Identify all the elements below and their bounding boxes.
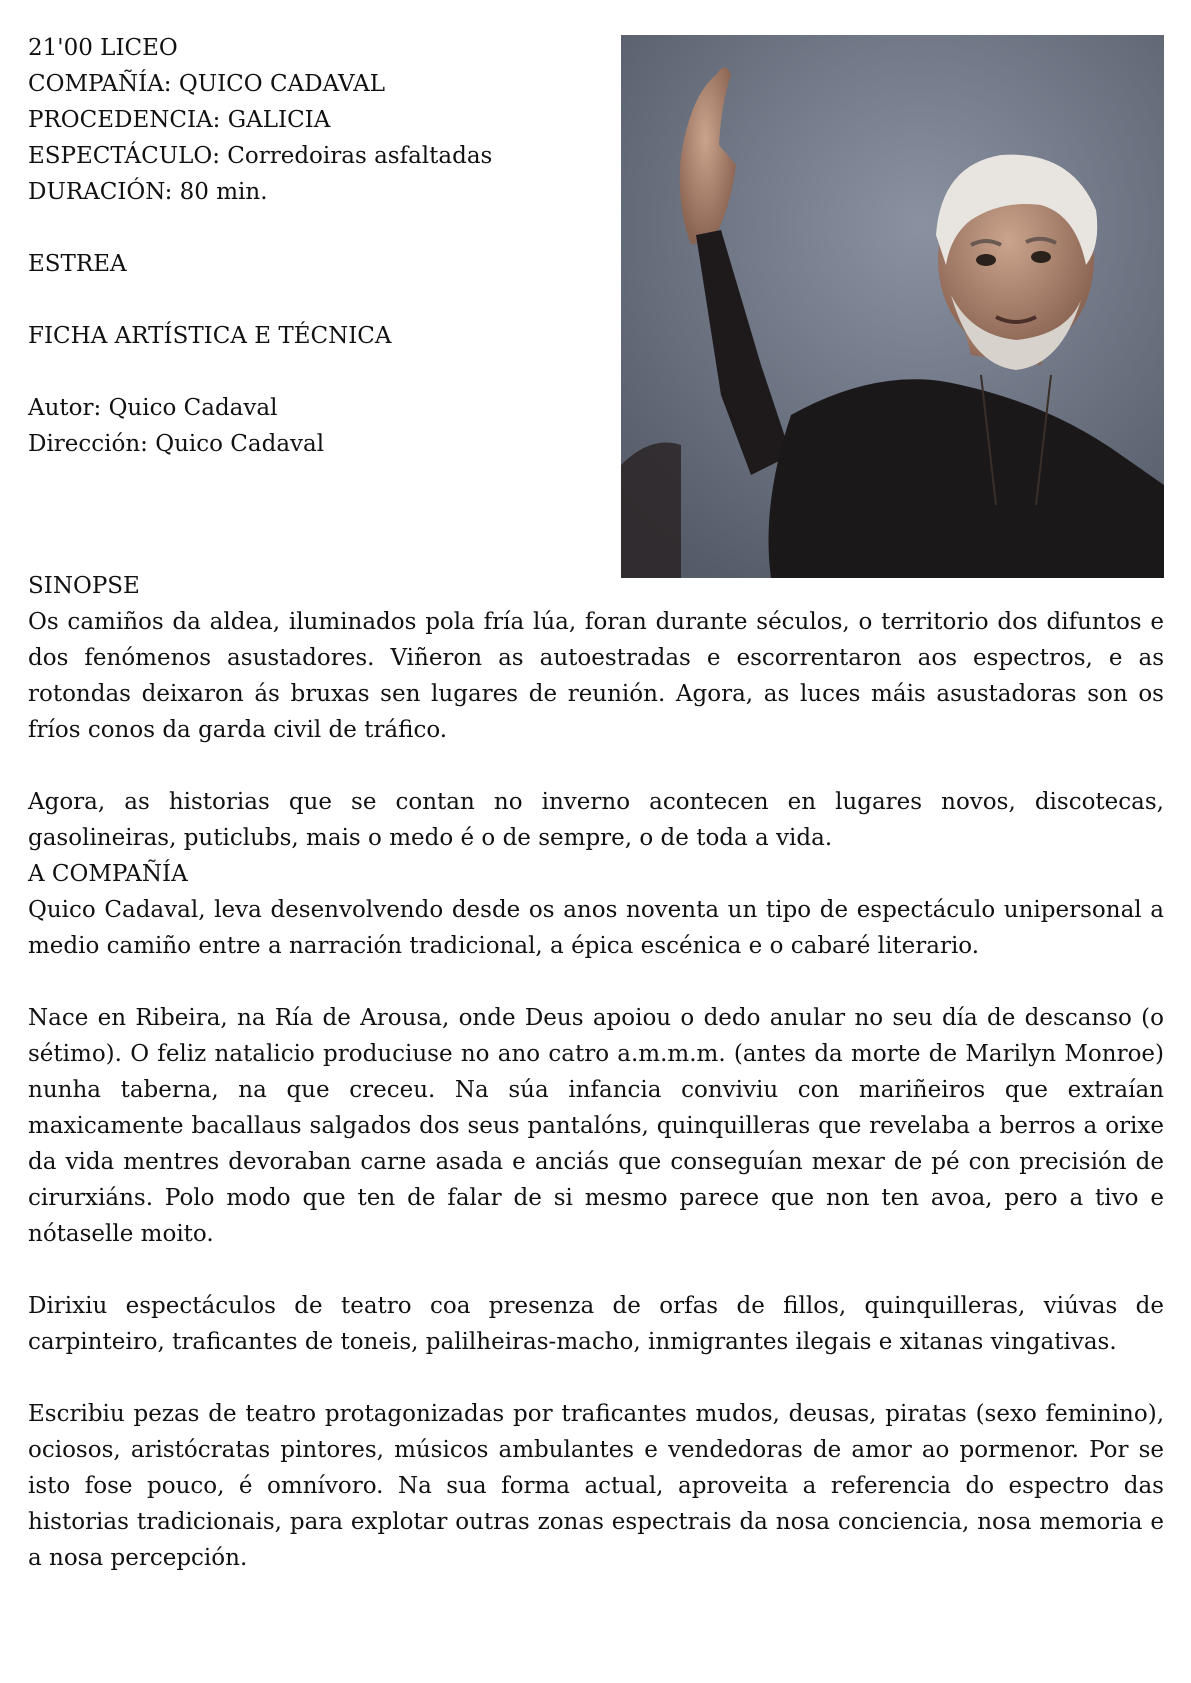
company-paragraph-4: Escribiu pezas de teatro protagonizadas por traficantes mudos, deusas, piratas (sexo feminino), ociosos, aristócratas pintores, músicos ambulantes e vendedoras de amor ao pormenor. Por se isto fose pouco, é omnívoro. Na sua forma actual, aproveita a referencia do espectro das historias tradicionais, para explotar outras zonas espectrais da nosa conciencia, nosa memoria e a nosa percepción. bbox=[28, 1401, 1164, 1571]
performer-photo bbox=[621, 35, 1164, 578]
author-line: Autor: Quico Cadaval bbox=[28, 395, 278, 421]
direction-line: Dirección: Quico Cadaval bbox=[28, 431, 325, 457]
event-header bbox=[28, 30, 598, 462]
synopsis-paragraph-1: Os camiños da aldea, iluminados pola fría lúa, foran durante séculos, o territorio dos difuntos e dos fenómenos asustadores. Viñeron as autoestradas e escorrentaron aos espectros, e as rotondas deixaron ás bruxas sen lugares de reunión. Agora, as luces máis asustadoras son os fríos conos da garda civil de tráfico. bbox=[28, 609, 1164, 743]
company-paragraph-2: Nace en Ribeira, na Ría de Arousa, onde Deus apoiou o dedo anular no seu día de descanso (o sétimo). O feliz natalicio produciuse no ano catro a.m.m.m. (antes da morte de Marilyn Monroe) nunha taberna, na que creceu. Na súa infancia conviviu con mariñeiros que extraían maxicamente bacallaus salgados dos seus pantalóns, quinquilleras que revelaba a berros a orixe da vida mentres devoraban carne asada e anciás que conseguían mexar de pé con precisión de cirurxiáns. Polo modo que ten de falar de si mesmo parece que non ten avoa, pero a tivo e nótaselle moito. bbox=[28, 1005, 1164, 1247]
show-line: ESPECTÁCULO: Corredoiras asfaltadas bbox=[28, 143, 493, 169]
company-paragraph-1: Quico Cadaval, leva desenvolvendo desde os anos noventa un tipo de espectáculo unipersonal a medio camiño entre a narración tradicional, a épica escénica e o cabaré literario. bbox=[28, 897, 1164, 959]
performer-illustration bbox=[621, 35, 1164, 578]
synopsis-paragraph-2: Agora, as historias que se contan no inverno acontecen en lugares novos, discotecas, gasolineiras, puticlubs, mais o medo é o de sempre, o de toda a vida. bbox=[28, 789, 1164, 851]
credits-title: FICHA ARTÍSTICA E TÉCNICA bbox=[28, 323, 392, 349]
premiere-label: ESTREA bbox=[28, 251, 127, 277]
duration-line: DURACIÓN: 80 min. bbox=[28, 179, 268, 205]
origin-line: PROCEDENCIA: GALICIA bbox=[28, 107, 331, 133]
company-line: COMPAÑÍA: QUICO CADAVAL bbox=[28, 71, 385, 97]
main-text bbox=[28, 568, 1164, 1576]
company-heading: A COMPAÑÍA bbox=[28, 861, 188, 887]
time-venue: 21'00 LICEO bbox=[28, 35, 178, 61]
company-paragraph-3: Dirixiu espectáculos de teatro coa presenza de orfas de fillos, quinquilleras, viúvas de carpinteiro, traficantes de toneis, palilheiras-macho, inmigrantes ilegais e xitanas vingativas. bbox=[28, 1293, 1164, 1355]
synopsis-heading: SINOPSE bbox=[28, 573, 140, 599]
